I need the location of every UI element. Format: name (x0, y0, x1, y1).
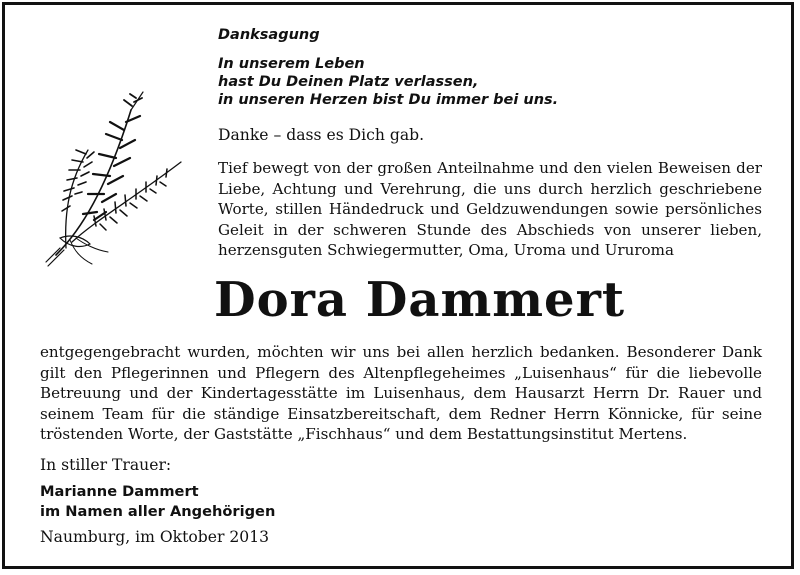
gratitude-paragraph: entgegengebracht wurden, möchten wir uns bei allen herzlich bedanken. Besonderer Dank gilt den Pflegerinnen und Pflegern des Altenpflegeheimes „Luisenhaus“ für die liebevolle Betreuung und der Kindertagesstätte im Luisenhaus, dem Hausarzt Herrn Dr. Rauer und seinem Team für die ständige Einsatzbereitschaft, dem Redner Herrn Könnicke, für seine tröstenden Worte, der Gaststätte „Fischhaus“ und dem Bestattungsinstitut Mertens. (40, 343, 762, 443)
verse-line: hast Du Deinen Platz verlassen, (218, 74, 479, 90)
verse-line: In unserem Leben (218, 56, 365, 72)
verse-block (218, 55, 558, 109)
signer-note: im Namen aller Angehörigen (40, 503, 276, 520)
notice-heading: Danksagung (218, 27, 320, 43)
signer-block (40, 482, 275, 522)
verse-line: in unseren Herzen bist Du immer bei uns. (218, 92, 559, 108)
intro-paragraph: Tief bewegt von der großen Anteilnahme und den vielen Beweisen der Liebe, Achtung und Verehrung, die uns durch herzlich geschriebene Worte, stillen Händedruck und Geldzuwendungen sowie persönliches Geleit in der schweren Stunde des Abschieds von unserer lieben, herzensguten Schwiegermutter, Oma, Uroma und Ururoma (218, 159, 762, 259)
signer-name: Marianne Dammert (40, 483, 199, 500)
fern-illustration-icon (36, 70, 196, 270)
mourning-label: In stiller Trauer: (40, 456, 172, 474)
place-date: Naumburg, im Oktober 2013 (40, 528, 270, 546)
deceased-name: Dora Dammert (214, 272, 626, 328)
thanks-line: Danke – dass es Dich gab. (218, 126, 425, 144)
